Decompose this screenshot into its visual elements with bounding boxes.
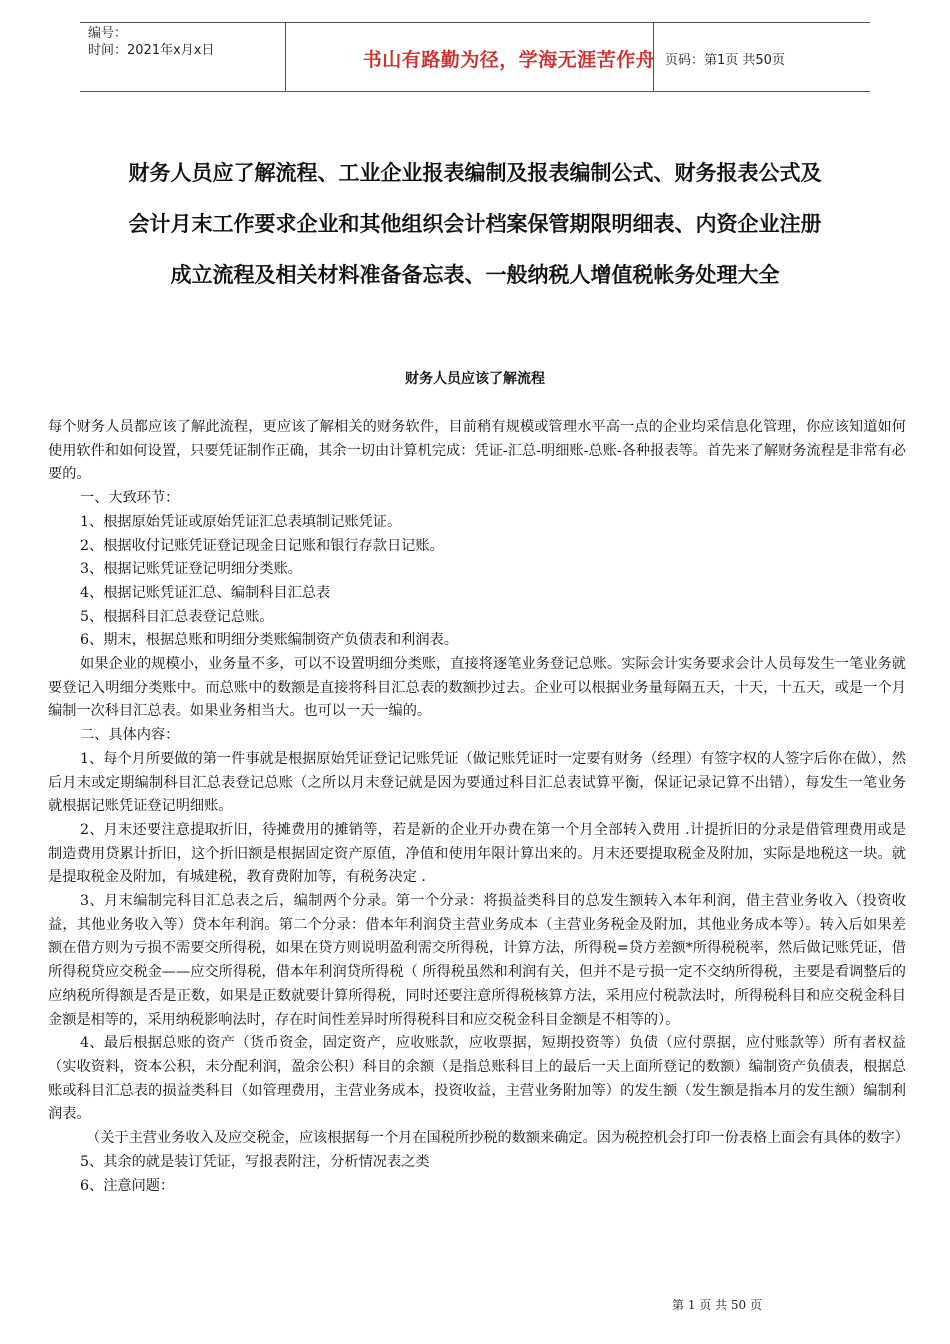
paragraph: 如果企业的规模小，业务量不多，可以不设置明细分类账，直接将逐笔业务登记总账。实际会计实务要求会计人员每发生一笔业务就要登记入明细分类账中。而总账中的数额是直接将科目汇总表的数额抄过去。企业可以根据业务量每隔五天，十天，十五天，或是一个月编制一次科目汇总表。如果业务相当大。也可以一天一编的。: [48, 656, 906, 720]
paragraph: 2、月末还要注意提取折旧，待摊费用的摊销等，若是新的企业开办费在第一个月全部转入费用 .计提折旧的分录是借管理费用或是制造费用贷累计折旧，这个折旧额是根据固定资产原值，净值和使用年限计算出来的。月末还要提取税金及附加，实际是地税这一块。就是提取税金及附加，有城建税，教育费附加等，有税务决定 .: [48, 821, 906, 886]
paragraph-note: （关于主营业务收入及应交税金，应该根据每一个月在国税所抄税的数额来确定。因为税控机会打印一份表格上面会有具体的数字）: [86, 1130, 909, 1147]
list-item: 5、根据科目汇总表登记总账。: [80, 608, 274, 625]
document-number-label: 编号：: [88, 26, 128, 41]
list-item: 1、根据原始凭证或原始凭证汇总表填制记账凭证。: [80, 513, 402, 530]
page-footer: 第 1 页 共 50 页: [672, 1298, 762, 1312]
list-item: 3、根据记账凭证登记明细分类账。: [80, 561, 302, 578]
header-page-number: 页码：第1页 共50页: [665, 53, 785, 68]
paragraph-intro: 每个财务人员都应该了解此流程，更应该了解相关的财务软件，目前稍有规模或管理水平高一点的企业均采信息化管理，你应该知道如何使用软件和如何设置，只要凭证制作正确，其余一切由计算机完成：凭证-汇总-明细账-总账-各种报表等。首先来了解财务流程是非常有必要的。: [48, 419, 906, 483]
section-title: 财务人员应该了解流程: [405, 371, 545, 387]
paragraph: 4、最后根据总账的资产（货币资金，固定资产，应收账款，应收票据，短期投资等）负债（应付票据，应付账款等）所有者权益（实收资料，资本公积，未分配利润，盈余公积）科目的余额（是指总账科目上的最后一天上面所登记的数额）编制资产负债表，根据总账或科目汇总表的损益类科目（如管理费用，主营业务成本，投资收益，主营业务附加等）的发生额（发生额是指本月的发生额）编制利润表。: [48, 1035, 906, 1123]
list-item: 4、根据记账凭证汇总、编制科目汇总表: [80, 584, 331, 601]
document-body: [48, 416, 909, 1198]
list-item: 6、期末，根据总账和明细分类账编制资产负债表和利润表。: [80, 632, 458, 649]
paragraph-heading-2: 二、具体内容：: [80, 727, 180, 744]
page-header: [80, 22, 870, 92]
document-time-label: 时间：2021年x月x日: [88, 43, 215, 58]
title-line-1: 财务人员应了解流程、工业企业报表编制及报表编制公式、财务报表公式及: [128, 161, 822, 185]
header-motto: 书山有路勤为径，学海无涯苦作舟: [362, 49, 656, 71]
paragraph: 6、注意问题：: [80, 1177, 175, 1194]
paragraph: 3、月末编制完科目汇总表之后，编制两个分录。第一个分录：将损益类科目的总发生额转入本年利润，借主营业务收入（投资收益，其他业务收入等）贷本年利润。第二个分录：借本年利润贷主营业务成本（主营业务税金及附加，其他业务成本等）。转入后如果差额在借方则为亏损不需要交所得税，如果在贷方则说明盈利需交所得税，计算方法，所得税=贷方差额*所得税税率，然后做记账凭证，借所得税贷应交税金——应交所得税，借本年利润贷所得税（ 所得税虽然和利润有关，但并不是亏损一定不交纳所得税，主要是看调整后的应纳税所得额是否是正数，如果是正数就要计算所得税，同时还要注意所得税核算方法，采用应付税款法时，所得税科目和应交税金科目金额是相等的，采用纳税影响法时，存在时间性差异时所得税科目和应交税金科目金额是不相等的）。: [48, 893, 906, 1028]
title-line-3: 成立流程及相关材料准备备忘表、一般纳税人增值税帐务处理大全: [170, 263, 780, 287]
paragraph: 1、每个月所要做的第一件事就是根据原始凭证登记记账凭证（做记账凭证时一定要有财务（经理）有签字权的人签字后你在做），然后月末或定期编制科目汇总表登记总账（之所以月末登记就是因为要通过科目汇总表试算平衡，保证记录记算不出错），每发生一笔业务就根据记账凭证登记明细账。: [48, 750, 906, 815]
paragraph: 5、其余的就是装订凭证，写报表附注，分析情况表之类: [80, 1153, 430, 1170]
paragraph-heading-1: 一、大致环节：: [80, 490, 180, 507]
document-title: [40, 148, 910, 301]
title-line-2: 会计月末工作要求企业和其他组织会计档案保管期限明细表、内资企业注册: [128, 212, 822, 236]
header-divider-right: [653, 23, 654, 91]
list-item: 2、根据收付记账凭证登记现金日记账和银行存款日记账。: [80, 537, 444, 554]
header-meta: [88, 25, 214, 59]
